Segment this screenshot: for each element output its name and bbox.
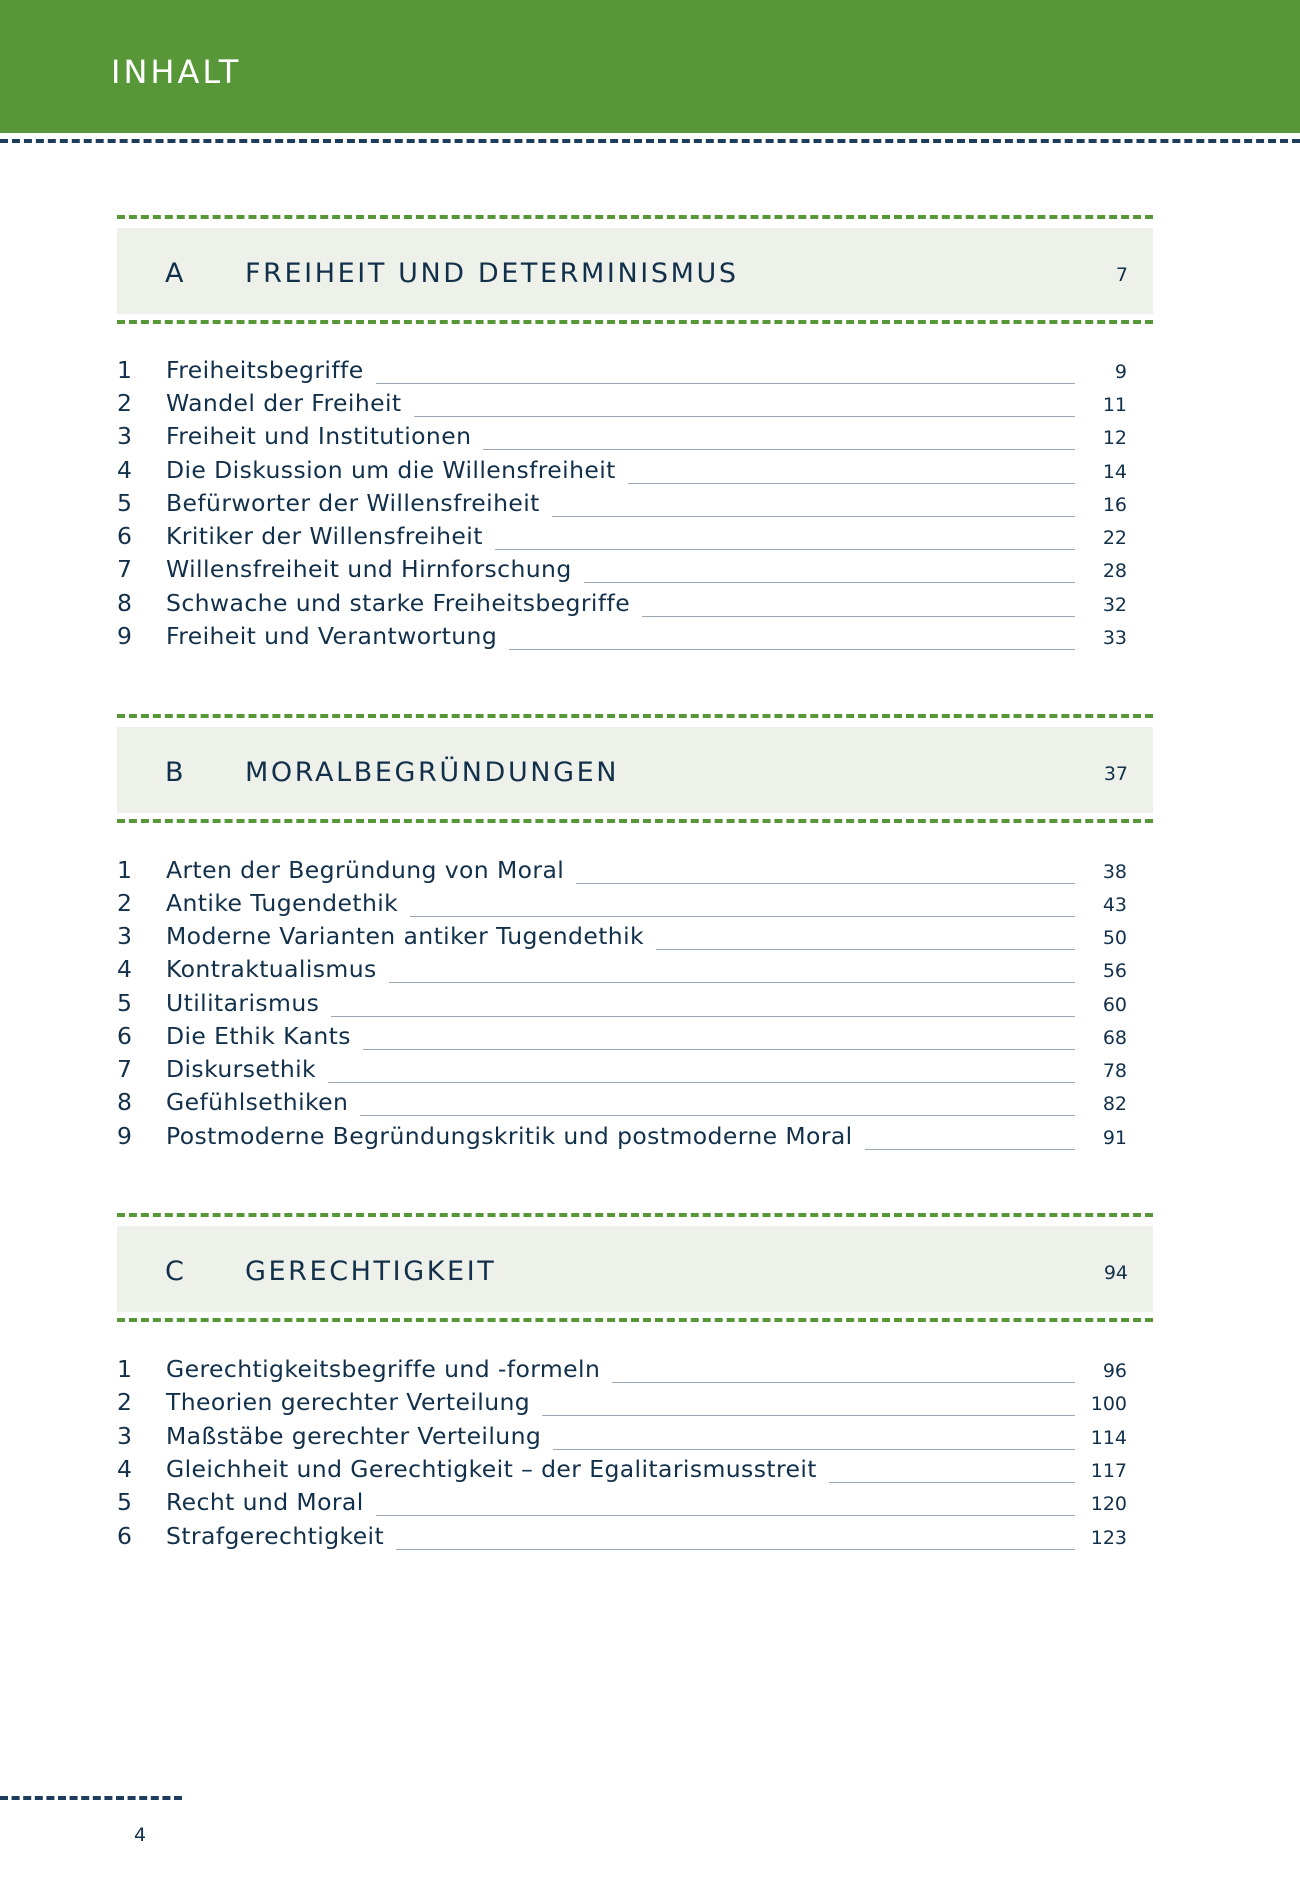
entry-page: 33 — [1102, 627, 1127, 649]
entry-title: Freiheitsbegriffe — [166, 356, 364, 384]
toc-entry[interactable] — [117, 356, 1127, 390]
toc-entry[interactable] — [117, 1055, 1127, 1089]
leader-line — [642, 616, 1075, 617]
entry-page: 12 — [1102, 427, 1127, 449]
toc-entry[interactable] — [117, 456, 1127, 490]
header-divider — [0, 139, 1300, 143]
entry-title: Gerechtigkeitsbegriffe und -formeln — [166, 1355, 601, 1383]
section-letter: C — [165, 1256, 186, 1287]
entry-page: 22 — [1102, 527, 1127, 549]
entry-number: 2 — [117, 1388, 132, 1416]
section-title: MORALBEGRÜNDUNGEN — [245, 757, 620, 788]
entry-page: 96 — [1102, 1360, 1127, 1382]
entry-page: 32 — [1102, 594, 1127, 616]
toc-entry[interactable] — [117, 922, 1127, 956]
leader-line — [542, 1415, 1075, 1416]
toc-entry[interactable] — [117, 1488, 1127, 1522]
entry-title: Kritiker der Willensfreiheit — [166, 522, 483, 550]
leader-line — [410, 916, 1075, 917]
leader-line — [829, 1482, 1075, 1483]
leader-line — [576, 883, 1075, 884]
entry-title: Theorien gerechter Verteilung — [166, 1388, 531, 1416]
leader-line — [363, 1049, 1075, 1050]
entry-number: 3 — [117, 1422, 132, 1450]
section-b-top-divider — [117, 714, 1153, 718]
leader-line — [376, 383, 1075, 384]
entry-number: 1 — [117, 356, 132, 384]
toc-entry[interactable] — [117, 622, 1127, 656]
entry-title: Utilitarismus — [166, 989, 320, 1017]
section-b-bottom-divider — [117, 819, 1153, 823]
toc-entry[interactable] — [117, 1422, 1127, 1456]
entry-number: 2 — [117, 389, 132, 417]
page-title: INHALT — [111, 53, 242, 91]
entry-page: 11 — [1102, 394, 1127, 416]
section-letter: A — [165, 258, 186, 289]
entry-page: 78 — [1102, 1060, 1127, 1082]
leader-line — [396, 1549, 1075, 1550]
leader-line — [552, 516, 1075, 517]
footer-divider — [0, 1796, 182, 1800]
entry-page: 60 — [1102, 994, 1127, 1016]
entry-title: Die Diskussion um die Willensfreiheit — [166, 456, 616, 484]
leader-line — [376, 1515, 1075, 1516]
section-a-header[interactable] — [117, 228, 1153, 314]
toc-entry[interactable] — [117, 1455, 1127, 1489]
entry-page: 14 — [1102, 461, 1127, 483]
leader-line — [553, 1449, 1075, 1450]
entry-title: Moderne Varianten antiker Tugendethik — [166, 922, 645, 950]
toc-entry[interactable] — [117, 889, 1127, 923]
leader-line — [360, 1115, 1075, 1116]
toc-entry[interactable] — [117, 1355, 1127, 1389]
toc-entry[interactable] — [117, 1088, 1127, 1122]
toc-entry[interactable] — [117, 1388, 1127, 1422]
toc-entry[interactable] — [117, 555, 1127, 589]
leader-line — [495, 549, 1075, 550]
entry-page: 43 — [1102, 894, 1127, 916]
entry-number: 3 — [117, 422, 132, 450]
entry-page: 91 — [1102, 1127, 1127, 1149]
toc-entry[interactable] — [117, 1022, 1127, 1056]
entry-number: 3 — [117, 922, 132, 950]
entry-title: Strafgerechtigkeit — [166, 1522, 385, 1550]
entry-number: 6 — [117, 522, 132, 550]
leader-line — [414, 416, 1075, 417]
section-c-bottom-divider — [117, 1318, 1153, 1322]
entry-number: 5 — [117, 989, 132, 1017]
entry-title: Die Ethik Kants — [166, 1022, 351, 1050]
toc-entry[interactable] — [117, 522, 1127, 556]
toc-entry[interactable] — [117, 489, 1127, 523]
entry-title: Gleichheit und Gerechtigkeit – der Egalitarismusstreit — [166, 1455, 817, 1483]
entry-number: 1 — [117, 1355, 132, 1383]
entry-number: 8 — [117, 589, 132, 617]
entry-number: 6 — [117, 1022, 132, 1050]
toc-entry[interactable] — [117, 1522, 1127, 1556]
entry-title: Postmoderne Begründungskritik und postmoderne Moral — [166, 1122, 853, 1150]
entry-number: 5 — [117, 489, 132, 517]
entry-page: 9 — [1114, 361, 1127, 383]
leader-line — [389, 982, 1075, 983]
toc-entry[interactable] — [117, 389, 1127, 423]
entry-page: 114 — [1090, 1427, 1127, 1449]
section-c-top-divider — [117, 1213, 1153, 1217]
entry-page: 16 — [1102, 494, 1127, 516]
entry-title: Willensfreiheit und Hirnforschung — [166, 555, 572, 583]
leader-line — [483, 449, 1075, 450]
entry-page: 120 — [1090, 1493, 1127, 1515]
entry-number: 4 — [117, 955, 132, 983]
entry-page: 100 — [1090, 1393, 1127, 1415]
entry-page: 123 — [1090, 1527, 1127, 1549]
header-band — [0, 0, 1300, 133]
entry-number: 1 — [117, 856, 132, 884]
toc-entry[interactable] — [117, 1122, 1127, 1156]
entry-page: 50 — [1102, 927, 1127, 949]
entry-title: Arten der Begründung von Moral — [166, 856, 565, 884]
entry-number: 8 — [117, 1088, 132, 1116]
section-page: 7 — [1115, 264, 1128, 286]
leader-line — [628, 483, 1075, 484]
leader-line — [328, 1082, 1075, 1083]
entry-number: 9 — [117, 622, 132, 650]
entry-title: Antike Tugendethik — [166, 889, 399, 917]
section-letter: B — [165, 757, 186, 788]
section-b-header[interactable] — [117, 727, 1153, 813]
toc-entry[interactable] — [117, 955, 1127, 989]
toc-entry[interactable] — [117, 589, 1127, 623]
entry-title: Maßstäbe gerechter Verteilung — [166, 1422, 542, 1450]
toc-entry[interactable] — [117, 422, 1127, 456]
entry-title: Gefühlsethiken — [166, 1088, 349, 1116]
entry-title: Freiheit und Verantwortung — [166, 622, 498, 650]
entry-page: 28 — [1102, 560, 1127, 582]
entry-page: 68 — [1102, 1027, 1127, 1049]
entry-title: Diskursethik — [166, 1055, 317, 1083]
section-c-header[interactable] — [117, 1226, 1153, 1312]
footer-page-number: 4 — [134, 1824, 147, 1846]
entry-number: 2 — [117, 889, 132, 917]
toc-entry[interactable] — [117, 989, 1127, 1023]
leader-line — [509, 649, 1075, 650]
entry-title: Kontraktualismus — [166, 955, 377, 983]
entry-title: Schwache und starke Freiheitsbegriffe — [166, 589, 631, 617]
leader-line — [584, 582, 1075, 583]
section-page: 94 — [1103, 1262, 1128, 1284]
entry-number: 9 — [117, 1122, 132, 1150]
toc-entry[interactable] — [117, 856, 1127, 890]
entry-number: 7 — [117, 555, 132, 583]
section-page: 37 — [1103, 763, 1128, 785]
entry-number: 4 — [117, 456, 132, 484]
entry-number: 5 — [117, 1488, 132, 1516]
entry-page: 38 — [1102, 861, 1127, 883]
entry-title: Freiheit und Institutionen — [166, 422, 472, 450]
leader-line — [612, 1382, 1075, 1383]
leader-line — [656, 949, 1075, 950]
entry-title: Wandel der Freiheit — [166, 389, 402, 417]
entry-title: Befürworter der Willensfreiheit — [166, 489, 540, 517]
entry-title: Recht und Moral — [166, 1488, 364, 1516]
section-title: GERECHTIGKEIT — [245, 1256, 497, 1287]
entry-page: 82 — [1102, 1093, 1127, 1115]
entry-page: 56 — [1102, 960, 1127, 982]
entry-number: 7 — [117, 1055, 132, 1083]
entry-number: 4 — [117, 1455, 132, 1483]
entry-page: 117 — [1090, 1460, 1127, 1482]
entry-number: 6 — [117, 1522, 132, 1550]
leader-line — [331, 1016, 1075, 1017]
section-title: FREIHEIT UND DETERMINISMUS — [245, 258, 739, 289]
section-a-bottom-divider — [117, 320, 1153, 324]
leader-line — [865, 1149, 1075, 1150]
section-a-top-divider — [117, 215, 1153, 219]
